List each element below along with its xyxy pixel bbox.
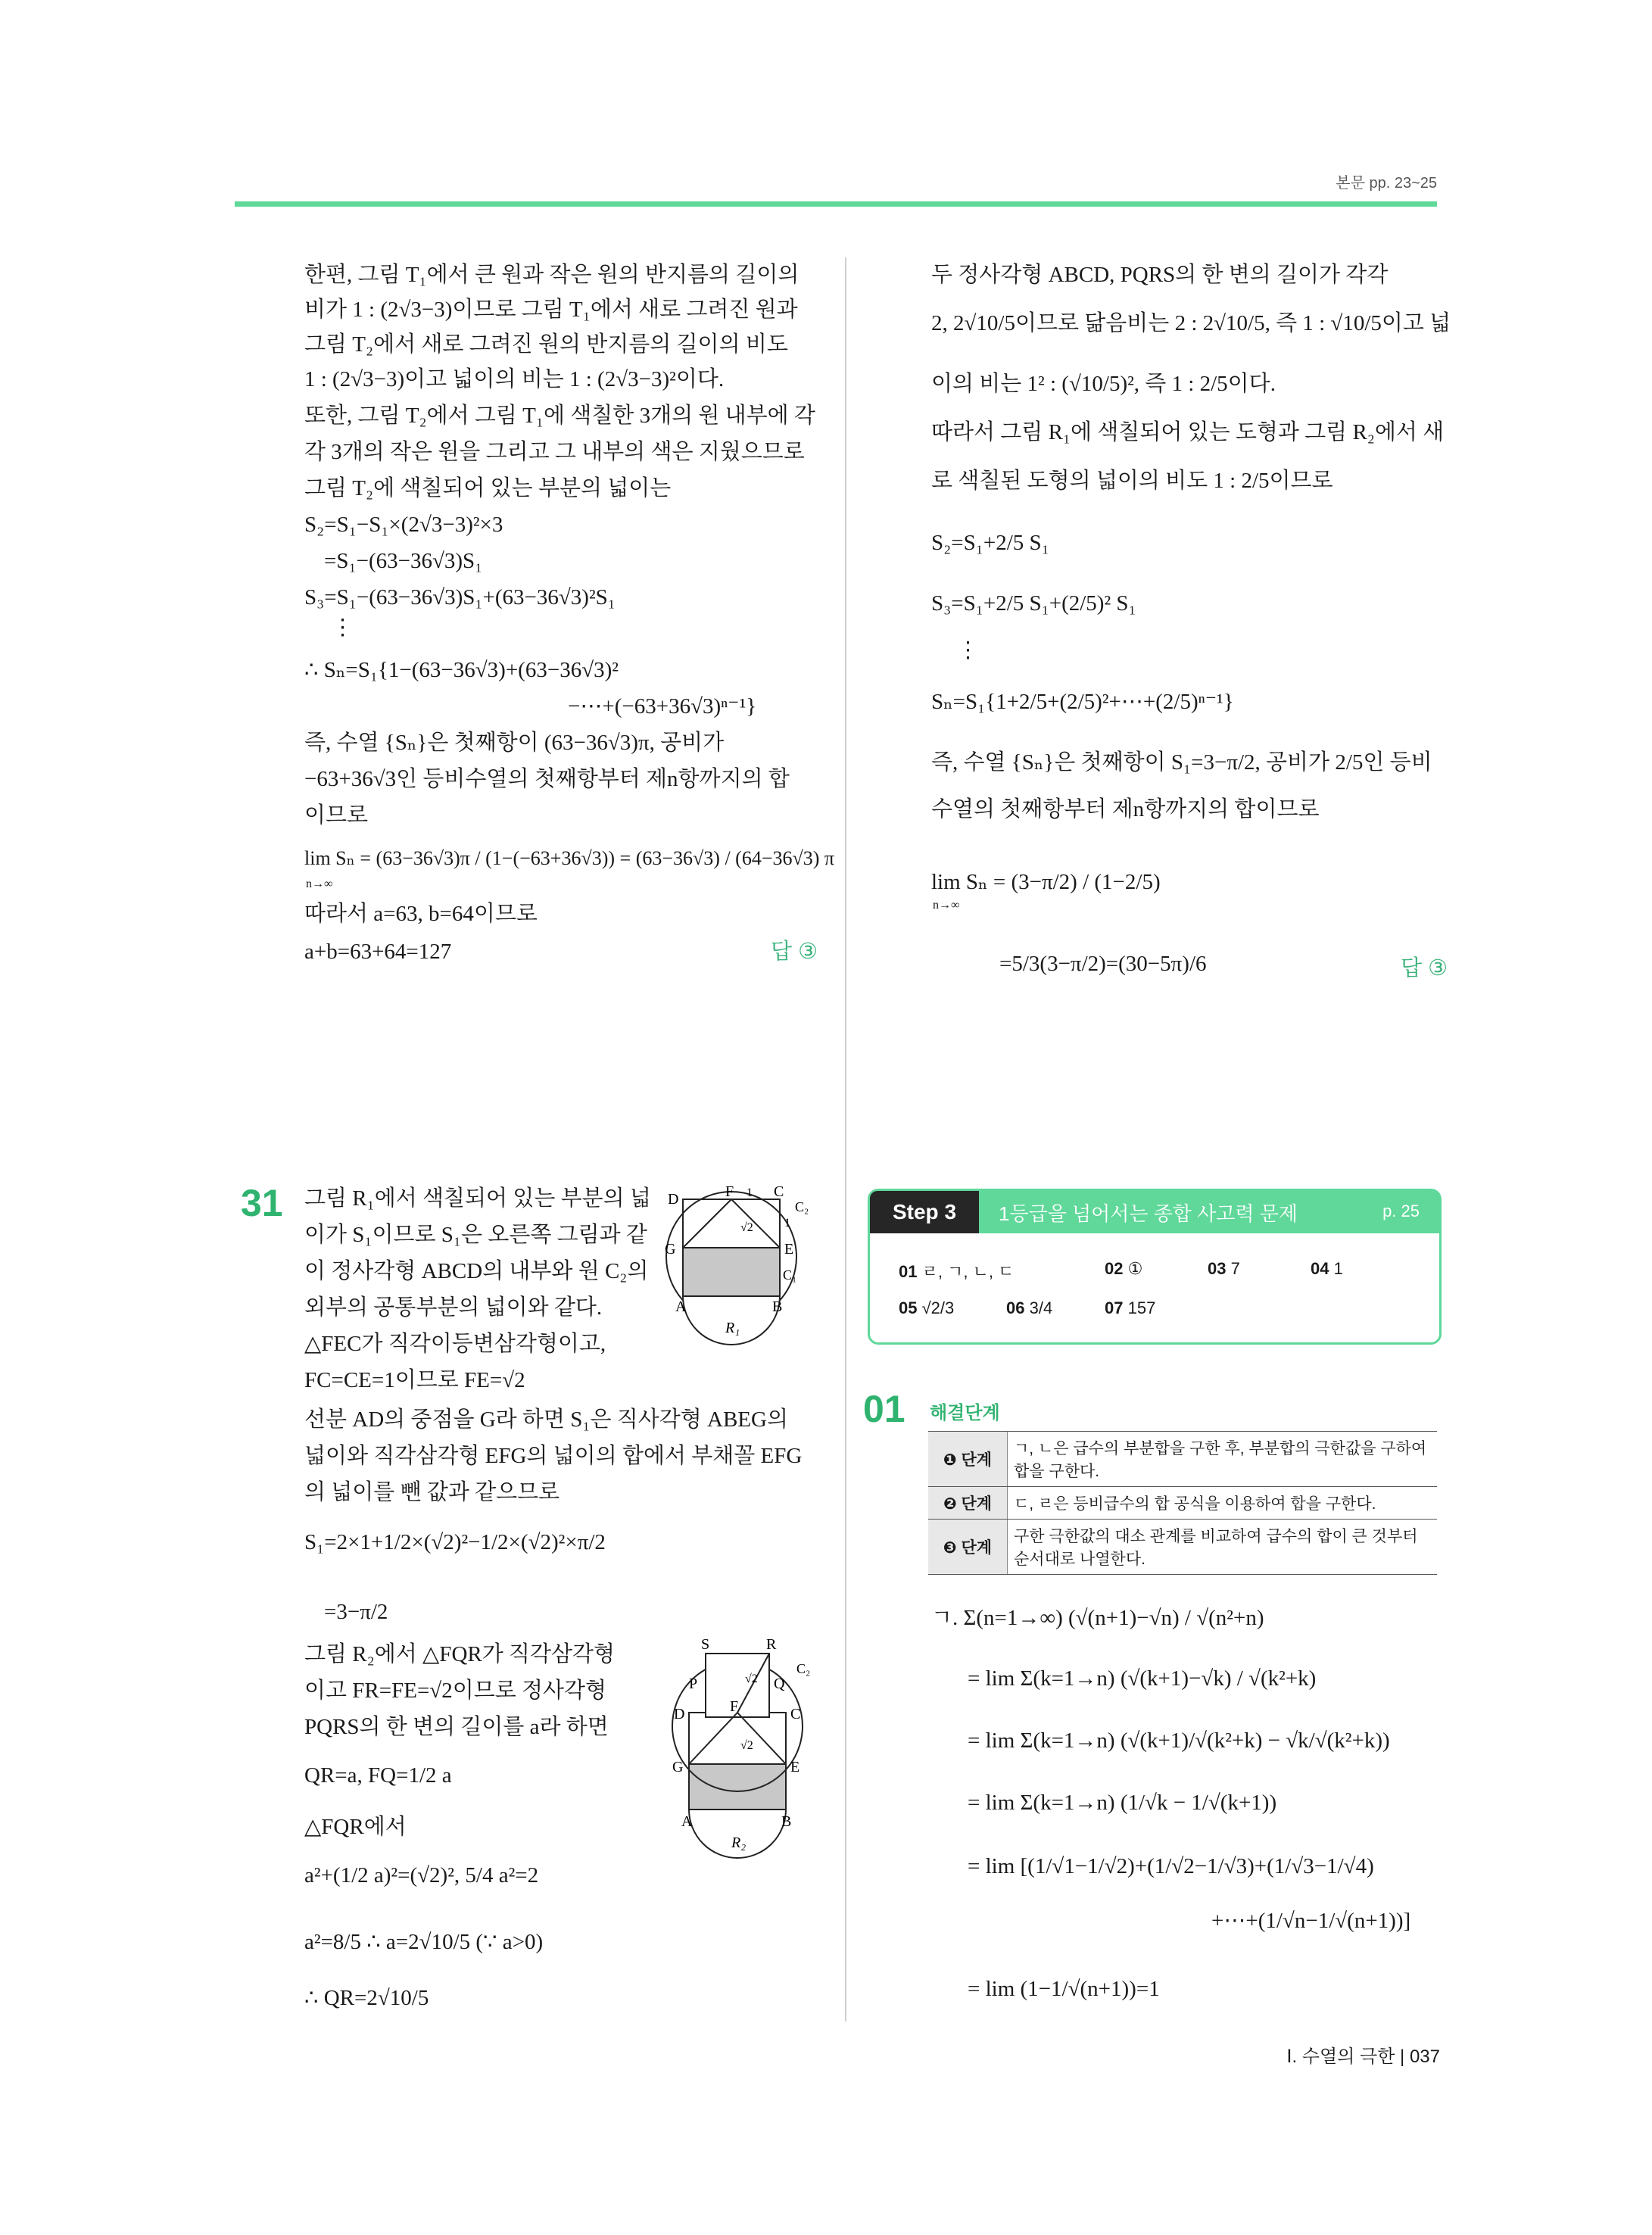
text-line: 비가 1 : (2√3−3)이므로 그림 T₁에서 새로 그려진 원과 [304,298,798,322]
fig-label: √2 [740,1739,753,1752]
answer-item: 06 3/4 [1006,1298,1053,1317]
limit-equation: lim Sₙ = (63−36√3)π / (1−(−63+36√3)) = (63−36√3) / (64−36√3) π [304,847,835,869]
equation: S₃=S₁−(63−36√3)S₁+(63−36√3)²S₁ [304,585,616,609]
segment-fg [689,1713,737,1764]
equation: ∴ Sₙ=S₁{1−(63−36√3)+(63−36√3)² [304,658,619,682]
equation: = lim (1−1/√(n+1))=1 [968,1977,1160,2001]
equation: = lim [(1/√1−1/√2)+(1/√2−1/√3)+(1/√3−1/√4) [968,1854,1374,1878]
fig-caption: R₂ [731,1834,747,1851]
fig-label: C [790,1706,801,1722]
fig-label: C [774,1183,784,1200]
text-line: 2, 2√10/5이므로 닮음비는 2 : 2√10/5, 즉 1 : √10/5이고 넓 [931,311,1451,335]
text-line: △FEC가 직각이등변삼각형이고, [304,1332,606,1356]
text-line: 두 정사각형 ABCD, PQRS의 한 변의 길이가 각각 [931,263,1389,287]
fig-label: F [730,1698,739,1715]
answer-item: 07 157 [1105,1298,1156,1317]
step-stage: ❶ 단계 [928,1432,1008,1487]
text-line: 이므로 [304,803,369,828]
fig-label: B [781,1813,792,1830]
text-line: −63+36√3인 등비수열의 첫째항부터 제n항까지의 합 [304,767,790,791]
text-line: 이 정사각형 ABCD의 내부와 원 C₂의 [304,1259,649,1283]
text-line: FC=CE=1이므로 FE=√2 [304,1368,525,1392]
problem-number: 31 [241,1182,283,1224]
text-line: 각 3개의 작은 원을 그리고 그 내부의 색은 지웠으므로 [304,440,805,464]
equation: = lim Σ(k=1→n) (√(k+1)/√(k²+k) − √k/√(k²+k)) [968,1728,1390,1753]
text-line: 수열의 첫째항부터 제n항까지의 합이므로 [931,797,1320,821]
equation: S₁=2×1+1/2×(√2)²−1/2×(√2)²×π/2 [304,1530,606,1554]
equation: S₂=S₁+2/5 S₁ [931,531,1049,555]
text-line: 로 색칠된 도형의 넓이의 비도 1 : 2/5이므로 [931,469,1333,493]
fig-label: A [675,1298,687,1315]
limit-equation: lim Sₙ = (3−π/2) / (1−2/5) [931,870,1161,894]
fig-label: E [790,1759,800,1775]
text-line: 즉, 수열 {Sₙ}은 첫째항이 S₁=3−π/2, 공비가 2/5인 등비 [931,750,1432,775]
equation: =S₁−(63−36√3)S₁ [324,549,483,573]
equation: ∴ QR=2√10/5 [304,1986,429,2010]
page-reference: 본문 pp. 23~25 [1336,175,1437,192]
step-description: ㄱ, ㄴ은 급수의 부분합을 구한 후, 부분합의 극한값을 구하여 합을 구한다. [1008,1432,1438,1487]
figure-r2 [662,1635,828,1862]
fig-label: D [674,1706,685,1722]
column-divider [845,257,846,2021]
solution-number: 01 [863,1388,905,1430]
answer-item: 05 √2/3 [899,1298,955,1317]
fig-label: G [672,1759,684,1775]
text-line: 넓이와 직각삼각형 EFG의 넓이의 합에서 부채꼴 EFG [304,1444,803,1468]
step3-title: 1등급을 넘어서는 종합 사고력 문제 [999,1202,1298,1225]
fig-label: 1 [747,1186,753,1199]
step-stage: ❷ 단계 [928,1487,1008,1520]
fig-label: S [701,1636,710,1653]
step-stage: ❸ 단계 [928,1520,1008,1575]
text-line: 그림 R₁에서 색칠되어 있는 부분의 넓 [304,1186,651,1211]
equation: Sₙ=S₁{1+2/5+(2/5)²+⋯+(2/5)ⁿ⁻¹} [931,690,1234,714]
page-footer: Ⅰ. 수열의 극한 | 037 [1286,2046,1440,2067]
text-line: 선분 AD의 중점을 G라 하면 S₁은 직사각형 ABEG의 [304,1407,788,1432]
limit-subscript: n→∞ [306,877,333,890]
equation: =5/3(3−π/2)=(30−5π)/6 [999,952,1207,976]
ellipsis: ⋮ [332,616,354,640]
equation: =3−π/2 [324,1600,388,1624]
table-row [928,1432,1437,1487]
text-line: PQRS의 한 변의 길이를 a라 하면 [304,1715,609,1739]
answer-item: 01 ㄹ, ㄱ, ㄴ, ㄷ [899,1262,1015,1281]
fig-label: P [689,1675,698,1692]
shaded-region [689,1764,786,1810]
equation: a²=8/5 ∴ a=2√10/5 (∵ a>0) [304,1930,544,1954]
equation: = lim Σ(k=1→n) (√(k+1)−√k) / √(k²+k) [968,1666,1317,1691]
equation: S₂=S₁−S₁×(2√3−3)²×3 [304,513,503,537]
shaded-region [683,1248,780,1296]
text-line: 외부의 공통부분의 넓이와 같다. [304,1295,603,1320]
fig-label: A [681,1813,693,1830]
equation: a²+(1/2 a)²=(√2)², 5/4 a²=2 [304,1863,539,1887]
equation: = lim Σ(k=1→n) (1/√k − 1/√(k+1)) [968,1791,1277,1815]
fig-label: B [772,1298,783,1315]
fig-label: D [668,1191,679,1208]
fig-label: C₂ [796,1661,811,1676]
text-line: 의 넓이를 뺀 값과 같으므로 [304,1480,560,1504]
fig-label: G [665,1241,676,1258]
text-line: 따라서 a=63, b=64이므로 [304,902,538,926]
text-line: 이의 비는 1² : (√10/5)², 즉 1 : 2/5이다. [931,372,1276,396]
fig-label: √2 [740,1221,753,1234]
step3-page: p. 25 [1382,1202,1420,1220]
equation: −⋯+(−63+36√3)ⁿ⁻¹} [568,694,757,719]
fig-label: Q [774,1675,785,1692]
step-description: ㄷ, ㄹ은 등비급수의 합 공식을 이용하여 합을 구한다. [1008,1487,1438,1520]
solution-heading: 해결단계 [930,1403,1000,1423]
ellipsis: ⋮ [957,638,979,662]
text-line: 그림 T₂에 색칠되어 있는 부분의 넓이는 [304,476,672,500]
answer-item: 03 7 [1208,1259,1240,1278]
solution-steps-table [928,1431,1437,1575]
step-description: 구한 극한값의 대소 관계를 비교하여 급수의 합이 큰 것부터 순서대로 나열한다. [1008,1520,1438,1575]
equation: QR=a, FQ=1/2 a [304,1763,452,1788]
step3-label: Step 3 [870,1191,979,1233]
text-line: 그림 R₂에서 △FQR가 직각삼각형 [304,1642,616,1666]
answer-label: 답 ③ [771,940,818,964]
fig-label: E [784,1241,794,1258]
answer-label: 답 ③ [1401,956,1448,980]
equation: +⋯+(1/√n−1/√(n+1))] [1211,1909,1411,1933]
text-line: 이고 FR=FE=√2이므로 정사각형 [304,1679,607,1703]
fig-label: C₂ [795,1199,809,1214]
text-line: 즉, 수열 {Sₙ}은 첫째항이 (63−36√3)π, 공비가 [304,731,725,755]
step3-header [870,1191,1439,1233]
header-rule [235,201,1437,207]
table-row [928,1520,1437,1575]
text-line: 그림 T₂에서 새로 그려진 원의 반지름의 길이의 비도 [304,332,788,357]
text-line: △FQR에서 [304,1815,407,1839]
text-line: 1 : (2√3−3)이고 넓이의 비는 1 : (2√3−3)²이다. [304,367,725,391]
equation: ㄱ. Σ(n=1→∞) (√(n+1)−√n) / √(n²+n) [931,1606,1264,1630]
fig-label: F [725,1183,734,1200]
table-row [928,1487,1437,1520]
equation: a+b=63+64=127 [304,940,452,964]
limit-subscript: n→∞ [933,899,960,912]
fig-label: √2 [745,1672,758,1685]
equation: S₃=S₁+2/5 S₁+(2/5)² S₁ [931,591,1136,616]
text-line: 이가 S₁이므로 S₁은 오른쪽 그림과 같 [304,1223,647,1247]
answer-item: 04 1 [1311,1259,1343,1278]
figure-r1 [662,1181,828,1393]
text-line: 따라서 그림 R₁에 색칠되어 있는 도형과 그림 R₂에서 새 [931,420,1445,444]
fig-label: R [766,1636,777,1653]
fig-label: C₁ [783,1267,797,1283]
step3-answer-box [868,1189,1442,1345]
text-line: 또한, 그림 T₂에서 그림 T₁에 색칠한 3개의 원 내부에 각 [304,404,815,428]
segment-fe [737,1713,786,1764]
answer-item: 02 ① [1105,1259,1143,1278]
fig-label: 1 [784,1217,790,1230]
fig-caption: R₁ [725,1320,740,1336]
text-line: 한편, 그림 T₁에서 큰 원과 작은 원의 반지름의 길이의 [304,263,800,287]
